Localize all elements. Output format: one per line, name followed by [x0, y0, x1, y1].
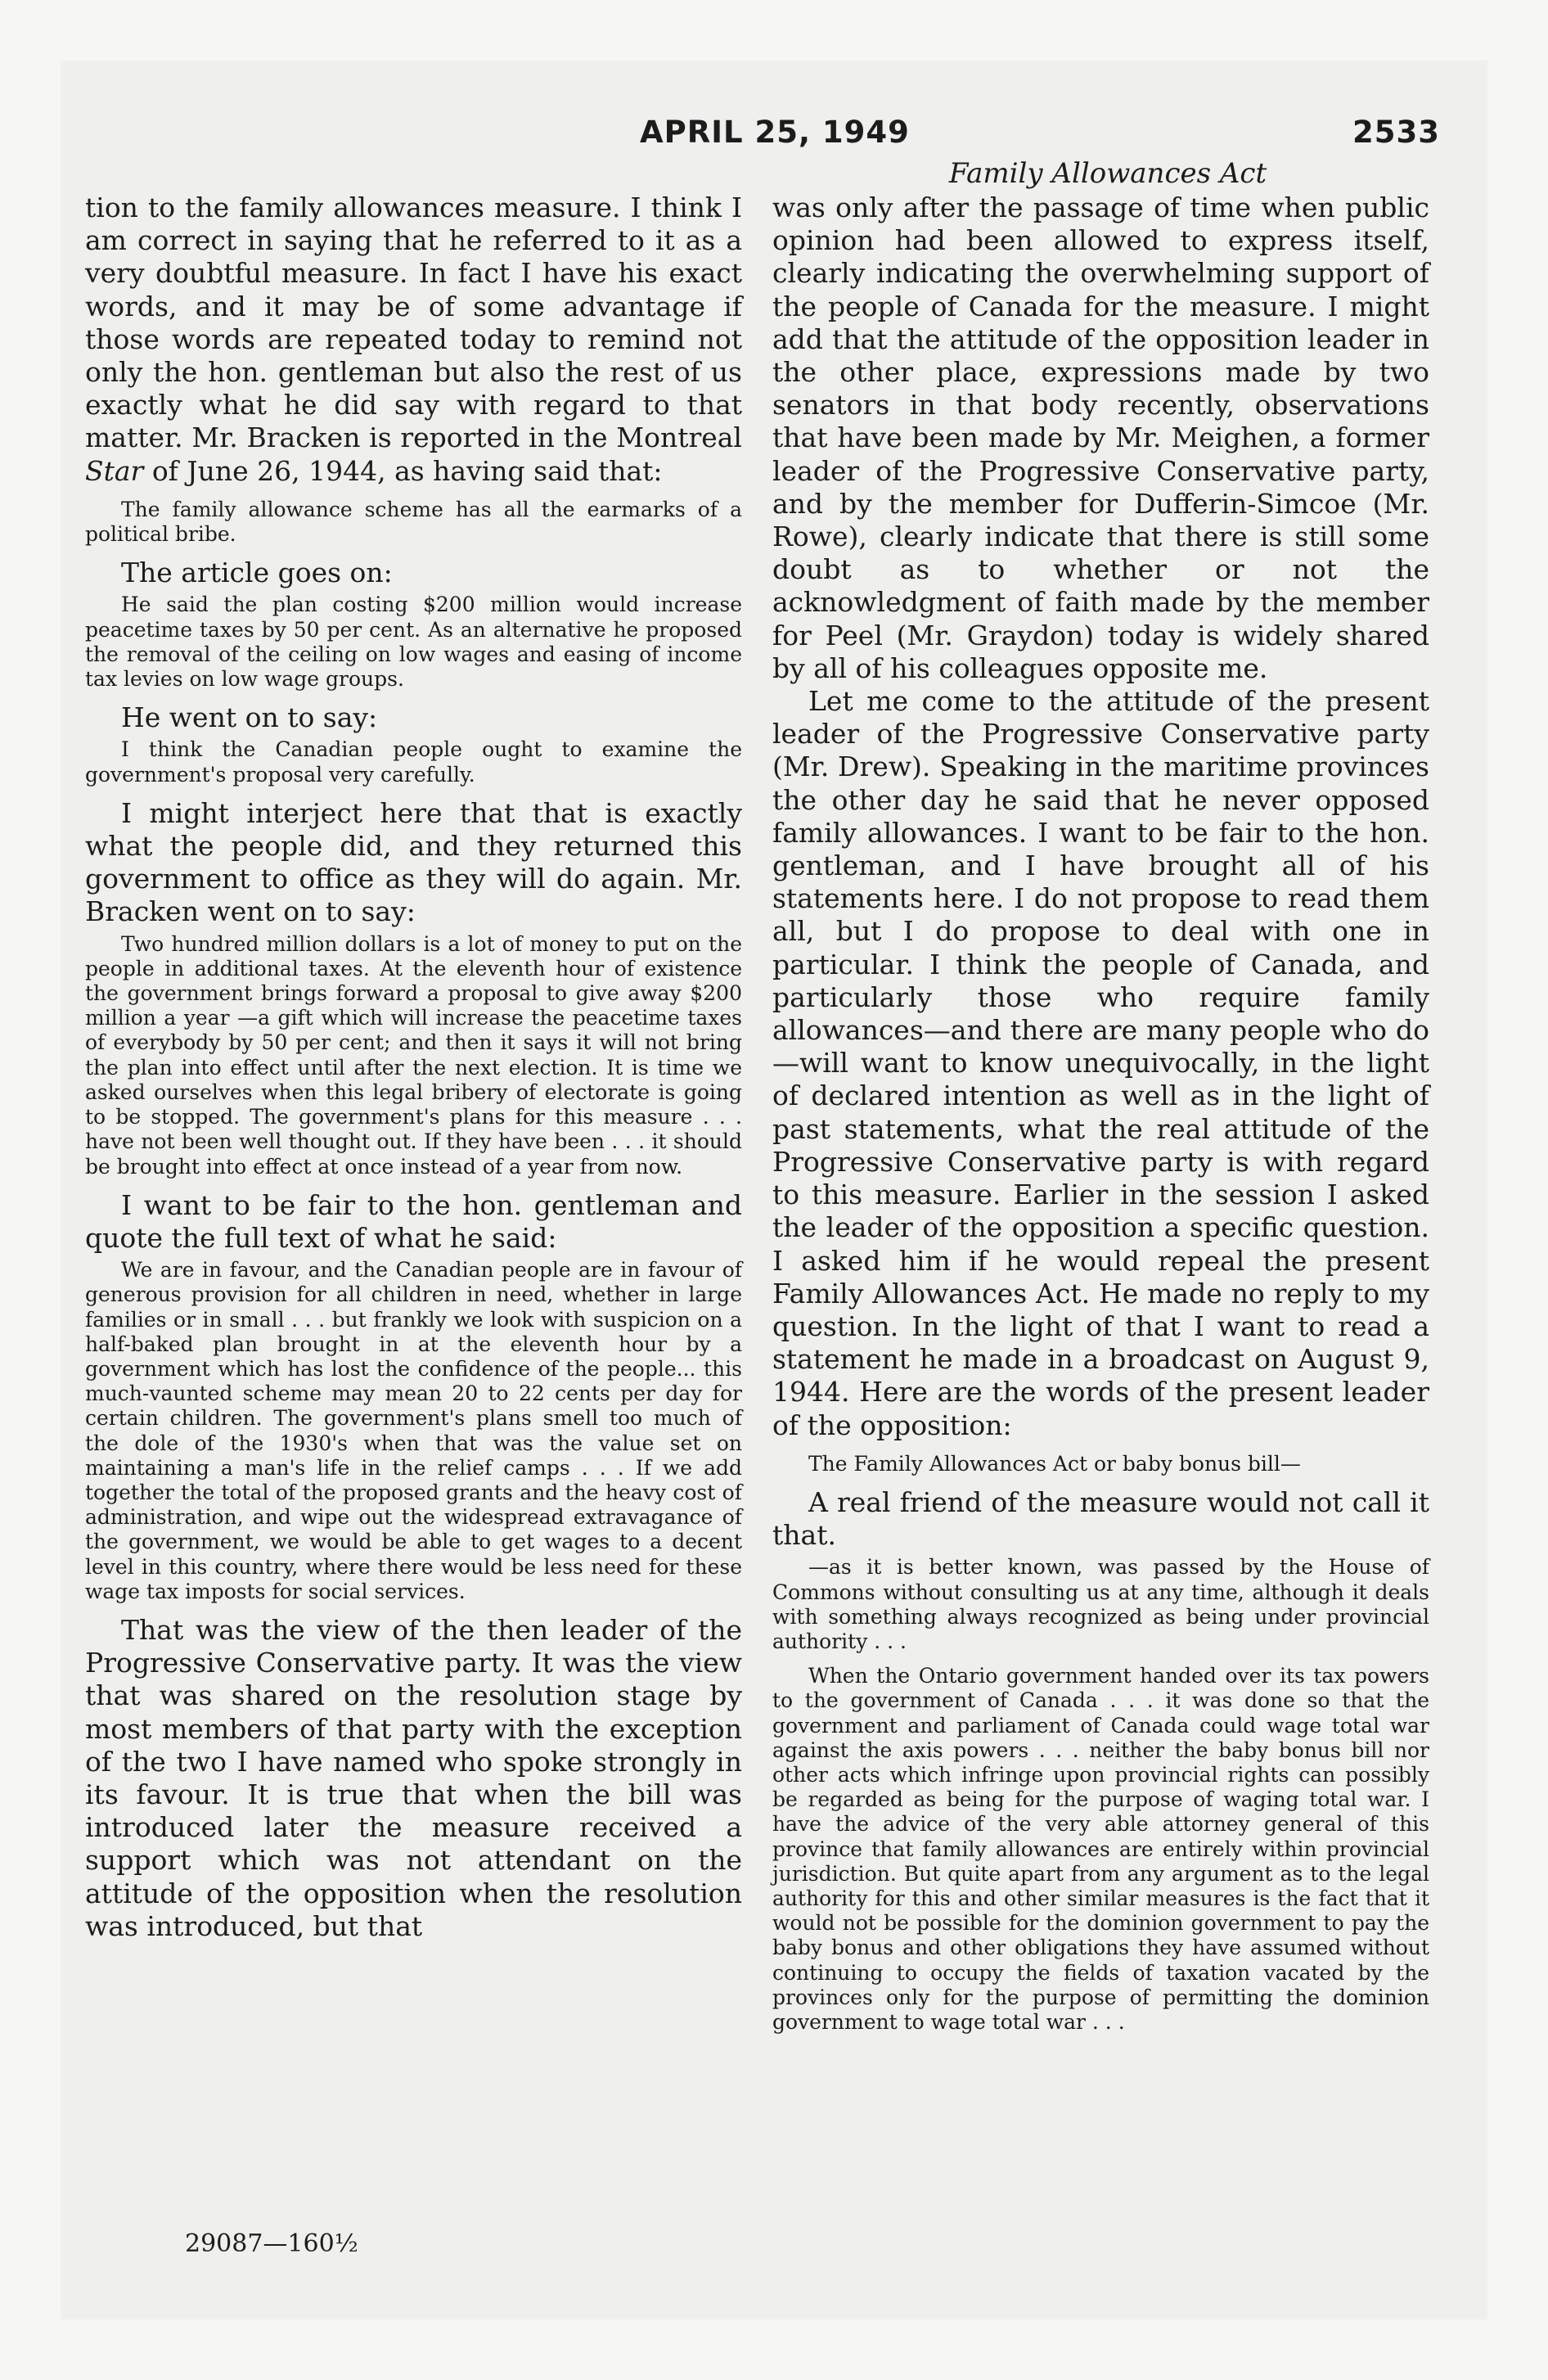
running-title: Family Allowances Act	[948, 157, 1267, 190]
block-quote: We are in favour, and the Canadian people are in favour of generous provision for all children in need, whether in large families or in small . . . but frankly we look with suspicion on a half-baked plan brought in at the eleventh hour by a government which has lost the confidence of the people... this much-vaunted scheme may mean 20 to 22 cents per day for certain children. The government's plans smell too much of the dole of the 1930's when that was the value set on maintaining a man's life in the relief camps . . . If we add together the total of the proposed grants and the heavy cost of administration, and wipe out the widespread extravagance of the government, we would be able to get wages to a decent level in this country, where there would be less need for these wage tax imposts for social services.	[85, 1258, 742, 1603]
block-quote: —as it is better known, was passed by the House of Commons without consulting us at any time, although it deals with something always recognized as being under provincial authority . . .	[772, 1555, 1429, 1653]
page	[61, 61, 1487, 2319]
right-column	[772, 192, 1429, 2044]
block-quote: Two hundred million dollars is a lot of money to put on the people in additional taxes. At the eleventh hour of existence the government brings forward a proposal to give away $200 million a year —a gift which will increase the peacetime taxes of everybody by 50 per cent; and then it says it will not bring the plan into effect until after the next election. It is time we asked ourselves when this legal bribery of electorate is going to be stopped. The government's plans for this measure . . . have not been well thought out. If they have been . . . it should be brought into effect at once instead of a year from now.	[85, 931, 742, 1179]
paragraph: The article goes on:	[121, 557, 393, 589]
paragraph: That was the view of the then leader of the Progressive Conservative party. It was the view that was shared on the resolution stage by most members of that party with the exception of the two I have named who spoke strongly in its favour. It is true that when the bill was introduced later the measure received a support which was not attendant on the attitude of the opposition when the resolution was introduced, but that	[85, 1613, 742, 1942]
header-page-number: 2533	[1352, 115, 1440, 150]
header-date: APRIL 25, 1949	[640, 115, 910, 150]
paragraph: A real friend of the measure would not call it that.	[772, 1485, 1429, 1552]
paragraph: I might interject here that that is exactly what the people did, and they returned this government to office as they will do again. Mr. Bracken went on to say:	[85, 796, 742, 928]
block-quote: He said the plan costing $200 million would increase peacetime taxes by 50 per cent. As an alternative he proposed the removal of the ceiling on low wages and easing of income tax levies on low wage groups.	[85, 593, 742, 692]
paragraph: Let me come to the attitude of the present leader of the Progressive Conservative party (Mr. Drew). Speaking in the maritime provinces the other day he said that he never opposed family allowances. I want to be fair to the hon. gentleman, and I have brought all of his statements here. I do not propose to read them all, but I do propose to deal with one in particular. I think the people of Canada, and particularly those who require family allowances—and there are many people who do—will want to know unequivocally, in the light of declared intention as well as in the light of past statements, what the real attitude of the Progressive Conservative party is with regard to this measure. Earlier in the session I asked the leader of the opposition a specific question. I asked him if he would repeal the present Family Allowances Act. He made no reply to my question. In the light of that I want to read a statement he made in a broadcast on August 9, 1944. Here are the words of the present leader of the opposition:	[772, 685, 1429, 1441]
block-quote: The family allowance scheme has all the earmarks of a political bribe.	[85, 497, 742, 547]
paragraph: tion to the family allowances measure. I think I am correct in saying that he referred to it as a very doubtful measure. In fact I have his exact words, and it may be of some advantage if those words are repeated today to remind not only the hon. gentleman but also the rest of us exactly what he did say with regard to that matter. Mr. Bracken is reported in the Montreal Star of June 26, 1944, as having said that:	[85, 192, 742, 487]
block-quote: I think the Canadian people ought to examine the government's proposal very carefully.	[85, 737, 742, 787]
paragraph: He went on to say:	[121, 701, 378, 734]
paragraph: was only after the passage of time when public opinion had been allowed to express itself, clearly indicating the overwhelming support of the people of Canada for the measure. I might add that the attitude of the opposition leader in the other place, expressions made by two senators in that body recently, observations that have been made by Mr. Meighen, a former leader of the Progressive Conservative party, and by the member for Dufferin-Simcoe (Mr. Rowe), clearly indicate that there is still some doubt as to whether or not the acknowledgment of faith made by the member for Peel (Mr. Graydon) today is widely shared by all of his colleagues opposite me.	[772, 192, 1429, 684]
newspaper-name: Star	[85, 454, 144, 487]
block-quote: When the Ontario government handed over its tax powers to the government of Canada . . . it was done so that the government and parliament of Canada could wage total war against the axis powers . . . neither the baby bonus bill nor other acts which infringe upon provincial rights can possibly be regarded as being for the purpose of waging total war. I have the advice of the very able attorney general of this province that family allowances are entirely within provincial jurisdiction. But quite apart from any argument as to the legal authority for this and other similar measures is the fact that it would not be possible for the dominion government to pay the baby bonus and other obligations they have assumed without continuing to occupy the fields of taxation vacated by the provinces only for the purpose of permitting the dominion government to wage total war . . .	[772, 1664, 1429, 2034]
page-header	[61, 115, 1487, 164]
footer-signature: 29087—160½	[185, 2229, 358, 2258]
block-quote: The Family Allowances Act or baby bonus bill—	[808, 1451, 1301, 1476]
left-column	[85, 192, 742, 1943]
paragraph: I want to be fair to the hon. gentleman and quote the full text of what he said:	[85, 1188, 742, 1254]
